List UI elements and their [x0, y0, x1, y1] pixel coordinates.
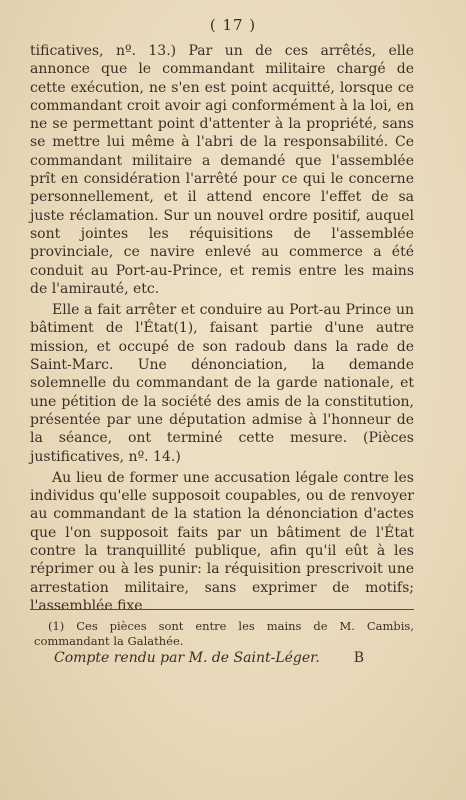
body-text	[30, 42, 414, 615]
footnote-divider	[30, 609, 414, 610]
paragraph-3: Au lieu de former une accusation légale contre les individus qu'elle supposoit coupables, ou de renvoyer au commandant de la station la dénonciation d'actes que l'on supposoit faits par un bâtiment de l'État contre la tranquillité publique, afin qu'il eût à les réprimer ou à les punir: la réquisition prescrivoit une arrestation militaire, sans exprimer de motifs; l'assemblée fixe	[30, 469, 414, 614]
paragraph-1: tificatives, nº. 13.) Par un de ces arrêtés, elle annonce que le commandant militaire chargé de cette exécution, ne s'en est point acquitté, lorsque ce commandant croit avoir agi conformément à la loi, en ne se permettant point d'attenter à la propriété, sans se mettre lui même à l'abri de la responsabilité. Ce commandant militaire a demandé que l'assemblée prît en considération l'arrêté pour ce qui le concerne personnellement, et il attend encore l'effet de sa juste réclamation. Sur un nouvel ordre positif, auquel sont jointes les réquisitions de l'assemblée provinciale, ce navire enlevé au commerce a été conduit au Port-au-Prince, et remis entre les mains de l'amirauté, etc.	[30, 43, 414, 297]
signature-text: Compte rendu par M. de Saint-Léger.	[54, 650, 320, 666]
page-number: ( 17 )	[209, 16, 257, 34]
signature-line	[34, 650, 414, 666]
footnote: (1) Ces pièces sont entre les mains de M. Cambis, commandant la Galathée.	[34, 619, 414, 648]
signature-mark: B	[353, 650, 364, 666]
paragraph-2: Elle a fait arrêter et conduire au Port-au Prince un bâtiment de l'État(1), faisant partie d'une autre mission, et occupé de son radoub dans la rade de Saint-Marc. Une dénonciation, la demande solemnelle du commandant de la garde nationale, et une pétition de la société des amis de la constitution, présentée par une députation admise à l'honneur de la séance, ont terminé cette mesure. (Pièces justificatives, nº. 14.)	[30, 302, 414, 465]
